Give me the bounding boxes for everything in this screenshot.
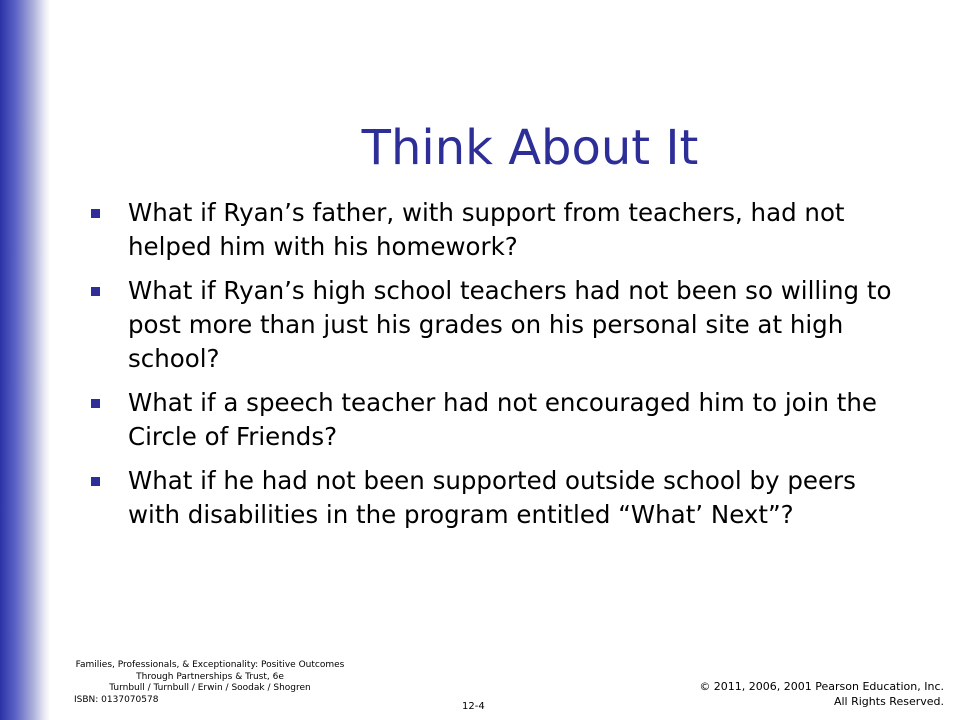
bullet-item — [88, 386, 908, 454]
bullet-text: What if he had not been supported outside school by peers with disabilities in the program entitled “What’ Next”? — [128, 466, 856, 529]
bullet-item — [88, 196, 908, 264]
book-title-line1: Families, Professionals, & Exceptionality: Positive Outcomes — [75, 660, 345, 670]
bullet-text: What if Ryan’s father, with support from teachers, had not helped him with his homework? — [128, 198, 845, 261]
page-number: 12-4 — [462, 701, 485, 712]
bullet-item — [88, 464, 908, 532]
book-citation — [60, 660, 360, 706]
bullet-list — [88, 196, 908, 542]
bullet-item — [88, 274, 908, 376]
slide-title: Think About It — [361, 120, 699, 176]
book-title-line2: Through Partnerships & Trust, 6e — [136, 671, 284, 682]
book-isbn: ISBN: 0137070578 — [74, 694, 159, 705]
square-bullet-icon — [91, 399, 100, 408]
side-gradient-bar — [0, 0, 50, 720]
bullet-text: What if Ryan’s high school teachers had not been so willing to post more than just his grades on his personal site at high school? — [128, 276, 892, 373]
bullet-text: What if a speech teacher had not encouraged him to join the Circle of Friends? — [128, 388, 877, 451]
copyright-line2: All Rights Reserved. — [833, 695, 944, 708]
square-bullet-icon — [91, 209, 100, 218]
square-bullet-icon — [91, 287, 100, 296]
book-authors: Turnbull / Turnbull / Erwin / Soodak / Shogren — [109, 683, 311, 693]
copyright-line1: © 2011, 2006, 2001 Pearson Education, Inc. — [699, 680, 944, 693]
copyright-notice — [699, 679, 944, 709]
square-bullet-icon — [91, 477, 100, 486]
